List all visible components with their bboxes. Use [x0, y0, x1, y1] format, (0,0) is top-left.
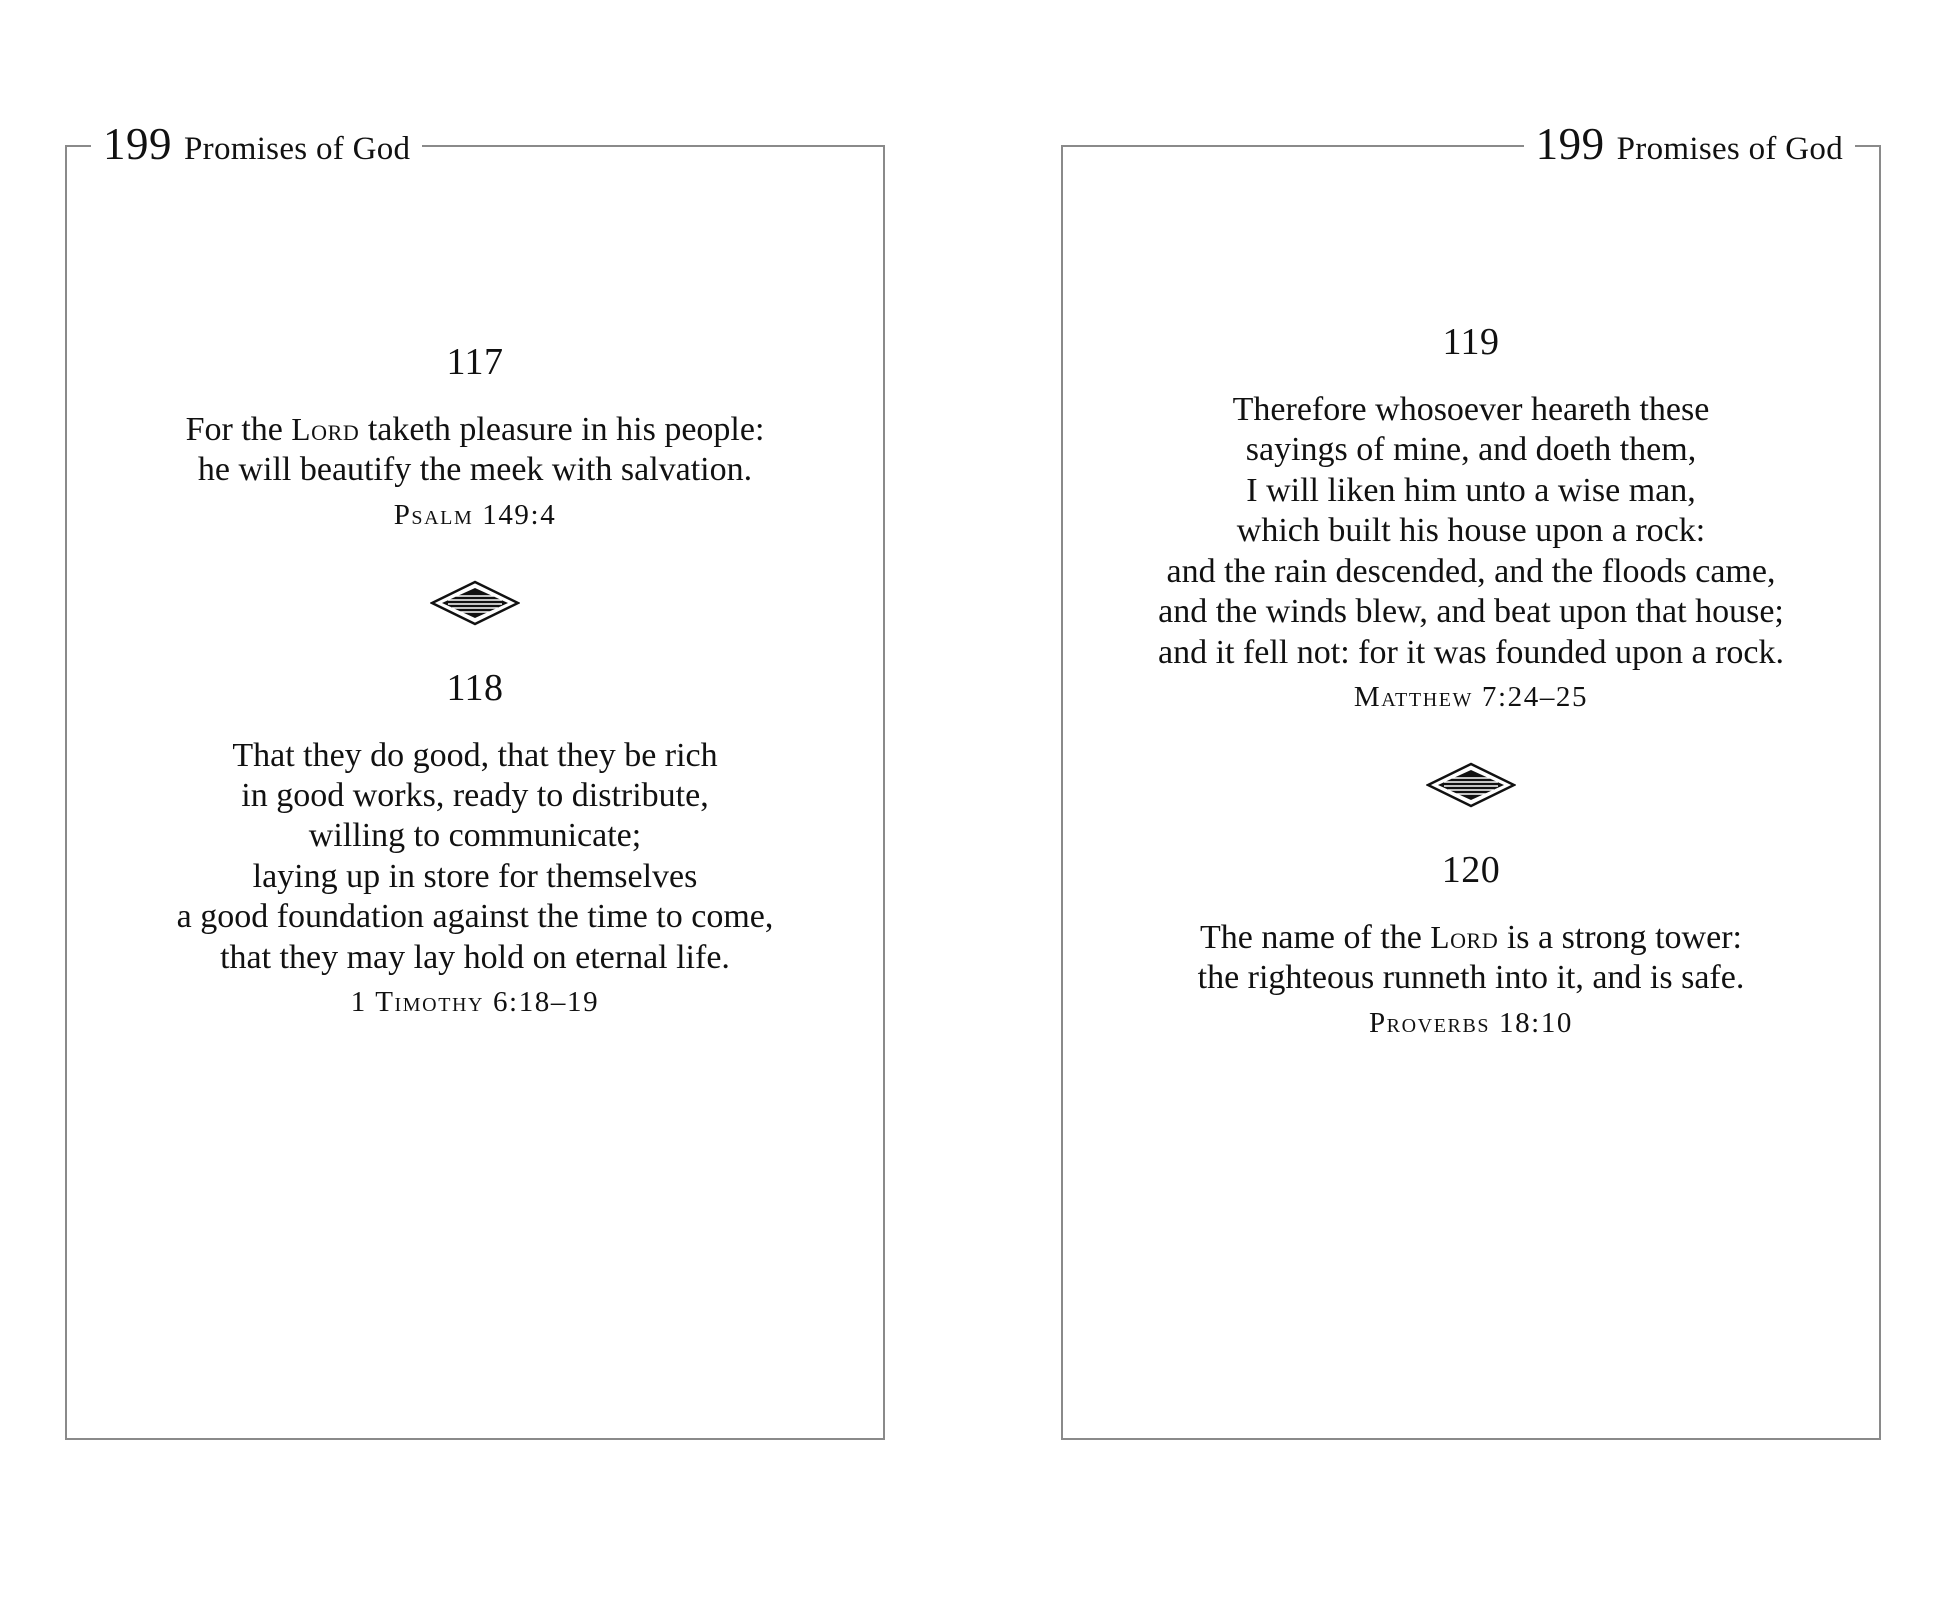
verse-line-post: is a strong tower: [1498, 918, 1742, 956]
page-right [1061, 119, 1881, 1440]
verse-citation: Psalm 149:4 [393, 498, 557, 531]
book-title-right: Promises of God [1616, 131, 1843, 167]
folio-number-right: 199 [1535, 119, 1605, 169]
page-body-left [67, 342, 883, 1019]
verse-text [1063, 390, 1879, 673]
page-left [65, 119, 885, 1440]
verse-line: which built his house upon a rock: [1236, 512, 1706, 550]
diamond-ornament [67, 578, 883, 628]
verse-text [1063, 918, 1879, 999]
verse-line: Therefore whosoever heareth these [1232, 390, 1710, 428]
verse-line-pre: he will beautify the meek with salvation. [197, 451, 753, 489]
verse-line: and the winds blew, and beat upon that house; [1158, 593, 1784, 631]
verse-citation: Matthew 7:24–25 [1353, 680, 1589, 713]
entry-118 [67, 668, 883, 1020]
entry-number: 118 [446, 666, 504, 709]
verse-line: I will liken him unto a wise man, [1246, 471, 1696, 509]
verse-text [67, 410, 883, 491]
verse-line [1063, 918, 1879, 958]
divine-name: Lord [291, 411, 360, 447]
verse-line: willing to communicate; [308, 817, 642, 855]
running-head-left [91, 119, 422, 169]
verse-line: in good works, ready to distribute, [241, 776, 709, 814]
verse-line: the righteous runneth into it, and is safe. [1197, 959, 1745, 997]
entry-120 [1063, 850, 1879, 1040]
entry-117 [67, 342, 883, 532]
running-head-right [1524, 119, 1855, 169]
verse-line [67, 450, 883, 490]
verse-text [67, 736, 883, 979]
verse-line: that they may lay hold on eternal life. [220, 938, 730, 976]
verse-line: laying up in store for themselves [252, 857, 698, 895]
verse-citation: Proverbs 18:10 [1368, 1006, 1574, 1039]
verse-citation: 1 Timothy 6:18–19 [350, 986, 600, 1019]
divine-name: Lord [1430, 919, 1499, 955]
verse-line [67, 410, 883, 450]
verse-line-pre: For the [185, 410, 292, 448]
diamond-ornament [1063, 760, 1879, 810]
verse-line-pre: The name of the [1200, 918, 1431, 956]
page-body-right [1063, 322, 1879, 1040]
folio-number-left: 199 [103, 119, 172, 169]
entry-number: 120 [1441, 848, 1501, 891]
verse-line: That they do good, that they be rich [232, 736, 718, 774]
verse-line: a good foundation against the time to come, [176, 898, 774, 936]
verse-line: and the rain descended, and the floods came, [1166, 552, 1776, 590]
entry-number: 119 [1442, 321, 1500, 363]
book-title-left: Promises of God [184, 131, 411, 167]
entry-number: 117 [446, 341, 504, 383]
verse-line-post: taketh pleasure in his people: [359, 410, 765, 448]
verse-line: sayings of mine, and doeth them, [1245, 431, 1697, 469]
verse-line: and it fell not: for it was founded upon a rock. [1157, 633, 1784, 671]
entry-119 [1063, 322, 1879, 714]
